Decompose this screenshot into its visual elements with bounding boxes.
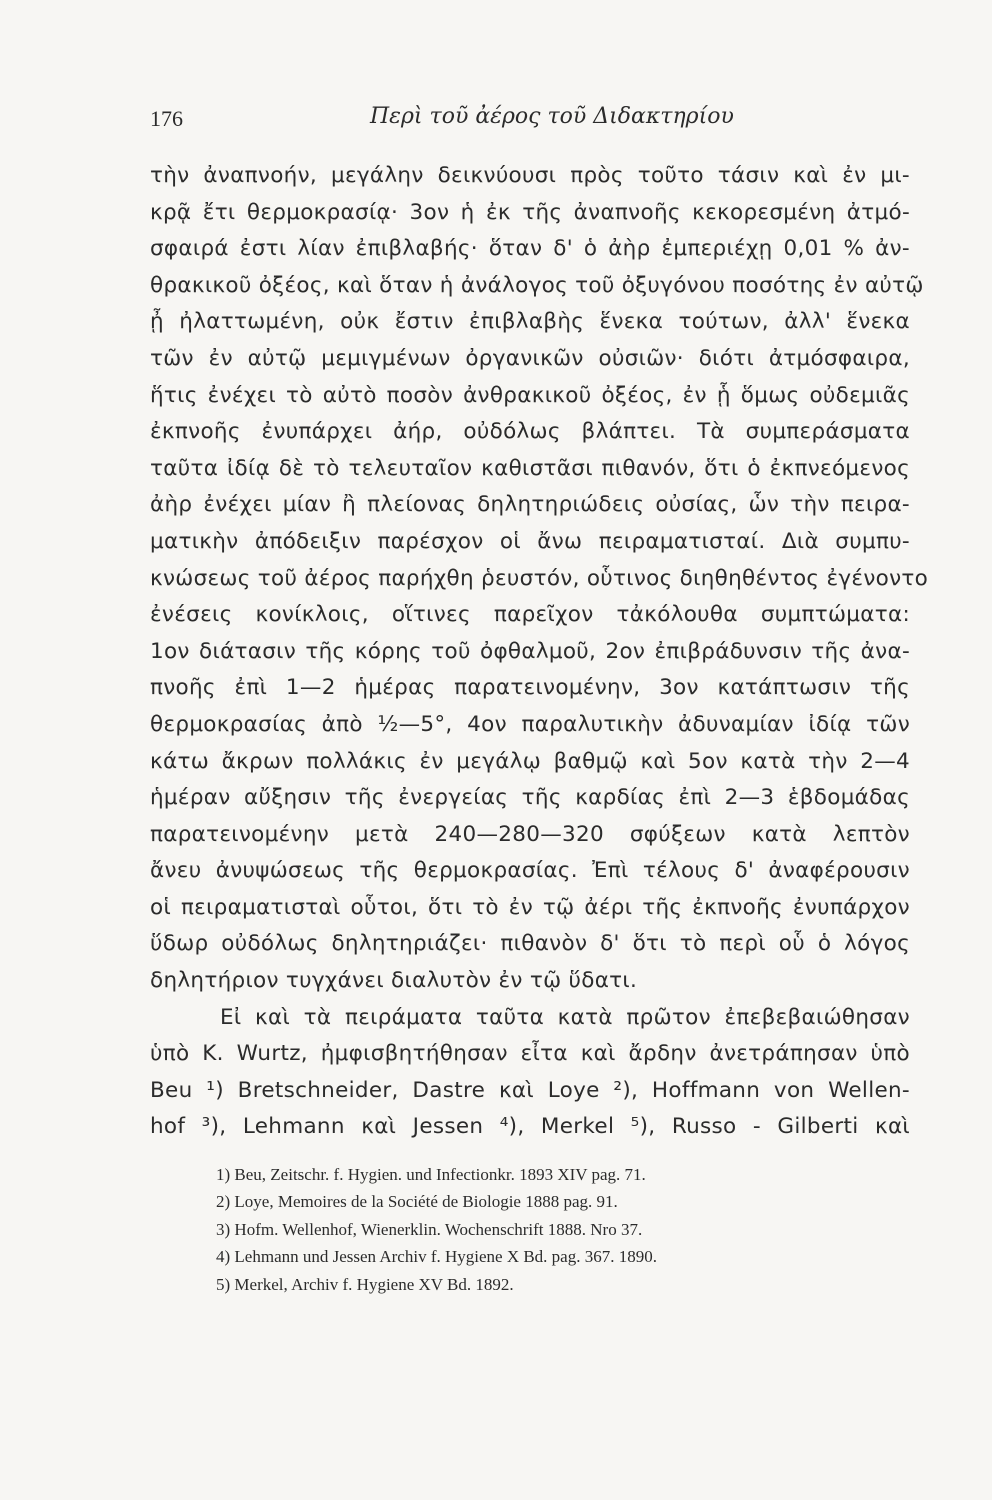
text-line: πνοῆς ἐπὶ 1—2 ἡμέρας παρατεινομένην, 3ον κατάπτωσιν τῆς xyxy=(150,675,910,701)
text-line: ἥτις ἐνέχει τὸ αὐτὸ ποσὸν ἀνθρακικοῦ ὀξέος, ἐν ᾗ ὅμως οὐδεμιᾶς xyxy=(150,382,910,408)
text-line: ματικὴν ἀπόδειξιν παρέσχον οἱ ἄνω πειραματισταί. Διὰ συμπυ- xyxy=(150,528,910,554)
footnote: 4) Lehmann und Jessen Archiv f. Hygiene X Bd. pag. 367. 1890. xyxy=(216,1247,657,1267)
text-line: 1ον διάτασιν τῆς κόρης τοῦ ὀφθαλμοῦ, 2ον ἐπιβράδυνσιν τῆς ἀνα- xyxy=(150,638,910,664)
text-line: ἐνέσεις κονίκλοις, οἵτινες παρεῖχον τἀκόλουθα συμπτώματα: xyxy=(150,602,910,628)
page-number: 176 xyxy=(150,106,183,131)
text-line: ἀὴρ ἐνέχει μίαν ἢ πλείονας δηλητηριώδεις οὐσίας, ὧν τὴν πειρα- xyxy=(150,492,910,518)
text-line: ἡμέραν αὔξησιν τῆς ἐνεργείας τῆς καρδίας ἐπὶ 2—3 ἑβδομάδας xyxy=(150,785,910,811)
text-line: κρᾷ ἔτι θερμοκρασίᾳ· 3ον ἡ ἐκ τῆς ἀναπνοῆς κεκορεσμένη ἀτμό- xyxy=(150,199,910,225)
text-line: hof ³), Lehmann καὶ Jessen ⁴), Merkel ⁵), Russo - Gilberti καὶ xyxy=(150,1114,910,1140)
text-line: τὴν ἀναπνοήν, μεγάλην δεικνύουσι πρὸς τοῦτο τάσιν καὶ ἐν μι- xyxy=(150,163,910,188)
footnotes xyxy=(216,1161,876,1298)
text-line: παρατεινομένην μετὰ 240—280—320 σφύξεων κατὰ λεπτὸν xyxy=(150,821,910,847)
text-line: ταῦτα ἰδίᾳ δὲ τὸ τελευταῖον καθιστᾶσι πιθανόν, ὅτι ὁ ἐκπνεόμενος xyxy=(150,455,910,481)
text-line: ὑπὸ K. Wurtz, ἠμφισβητήθησαν εἶτα καὶ ἄρδην ἀνετράπησαν ὑπὸ xyxy=(150,1041,910,1067)
text-line: σφαιρά ἐστι λίαν ἐπιβλαβής· ὅταν δ' ὁ ἀὴρ ἐμπεριέχῃ 0,01 % ἀν- xyxy=(150,236,910,262)
text-line: θερμοκρασίας ἀπὸ ½—5°, 4ον παραλυτικὴν ἀδυναμίαν ἰδίᾳ τῶν xyxy=(150,711,910,737)
footnote: 1) Beu, Zeitschr. f. Hygien. und Infectionkr. 1893 XIV pag. 71. xyxy=(216,1165,646,1184)
text-line: ὕδωρ οὐδόλως δηλητηριάζει· πιθανὸν δ' ὅτι τὸ περὶ οὗ ὁ λόγος xyxy=(150,931,910,957)
text-line-paragraph-end: δηλητήριον τυγχάνει διαλυτὸν ἐν τῷ ὕδατι. xyxy=(150,968,638,994)
text-line: Beu ¹) Bretschneider, Dastre καὶ Loye ²), Hoffmann von Wellen- xyxy=(150,1077,910,1103)
text-line: ἐκπνοῆς ἐνυπάρχει ἀήρ, οὐδόλως βλάπτει. Τὰ συμπεράσματα xyxy=(150,419,910,445)
text-line: τῶν ἐν αὐτῷ μεμιγμένων ὀργανικῶν οὐσιῶν· διότι ἀτμόσφαιρα, xyxy=(150,345,910,371)
footnote: 3) Hofm. Wellenhof, Wienerklin. Wochenschrift 1888. Nro 37. xyxy=(216,1219,643,1239)
running-head: Περὶ τοῦ ἀέρος τοῦ Διδακτηρίου xyxy=(370,104,734,129)
text-line: θρακικοῦ ὀξέος, καὶ ὅταν ἡ ἀνάλογος τοῦ ὀξυγόνου ποσότης ἐν αὐτῷ xyxy=(150,272,924,298)
text-line: κνώσεως τοῦ ἀέρος παρήχθη ῥευστόν, οὗτινος διηθηθέντος ἐγένοντο xyxy=(150,565,929,591)
text-line: οἱ πειραματισταὶ οὗτοι, ὅτι τὸ ἐν τῷ ἀέρι τῆς ἐκπνοῆς ἐνυπάρχον xyxy=(150,894,910,920)
footnote: 5) Merkel, Archiv f. Hygiene XV Bd. 1892. xyxy=(216,1274,514,1294)
footnote: 2) Loye, Memoires de la Société de Biologie 1888 pag. 91. xyxy=(216,1192,618,1212)
text-line-paragraph-start: Εἰ καὶ τὰ πειράματα ταῦτα κατὰ πρῶτον ἐπεβεβαιώθησαν xyxy=(220,1004,910,1030)
text-line: ἄνευ ἀνυψώσεως τῆς θερμοκρασίας. Ἐπὶ τέλους δ' ἀναφέρουσιν xyxy=(150,858,910,884)
text-line: κάτω ἄκρων πολλάκις ἐν μεγάλῳ βαθμῷ καὶ 5ον κατὰ τὴν 2—4 xyxy=(150,748,910,774)
text-line: ᾖ ἠλαττωμένη, οὐκ ἔστιν ἐπιβλαβὴς ἕνεκα τούτων, ἀλλ' ἕνεκα xyxy=(150,309,910,335)
body-text xyxy=(150,158,929,1146)
